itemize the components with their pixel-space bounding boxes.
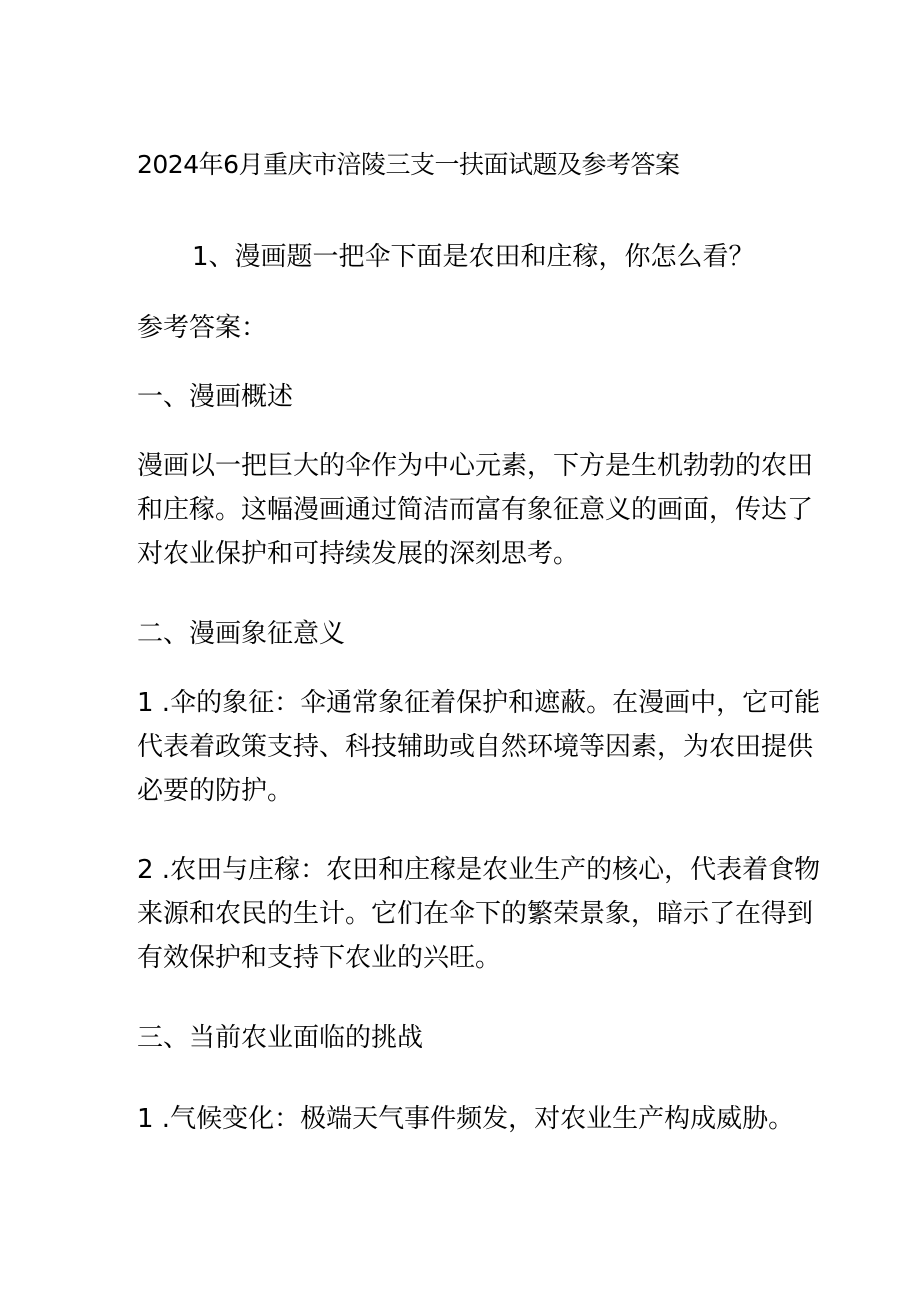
paragraph-farmland-crops — [137, 848, 821, 980]
section-heading-overview: 一、漫画概述 — [137, 382, 294, 412]
challenge-item-climate: 1 .气候变化：极端天气事件频发，对农业生产构成威胁。 — [137, 1104, 795, 1134]
section-heading-symbolism: 二、漫画象征意义 — [137, 619, 346, 649]
paragraph-line: 来源和农民的生计。它们在伞下的繁荣景象，暗示了在得到 — [137, 899, 814, 929]
paragraph-line: 代表着政策支持、科技辅助或自然环境等因素，为农田提供 — [137, 732, 814, 762]
paragraph-line: 和庄稼。这幅漫画通过简洁而富有象征意义的画面，传达了 — [137, 495, 814, 525]
paragraph-overview — [137, 444, 814, 576]
paragraph-line: 对农业保护和可持续发展的深刻思考。 — [137, 539, 580, 569]
paragraph-line: 漫画以一把巨大的伞作为中心元素，下方是生机勃勃的农田 — [137, 451, 814, 481]
paragraph-umbrella-symbol — [137, 681, 821, 813]
paragraph-line: 有效保护和支持下农业的兴旺。 — [137, 943, 502, 973]
question-text: 1、漫画题一把伞下面是农田和庄稼，你怎么看？ — [192, 242, 755, 272]
answer-label: 参考答案： — [137, 313, 268, 343]
paragraph-line: 必要的防护。 — [137, 776, 294, 806]
paragraph-line: 1 .伞的象征：伞通常象征着保护和遮蔽。在漫画中，它可能 — [137, 688, 821, 718]
document-title: 2024年6月重庆市涪陵三支一扶面试题及参考答案 — [137, 150, 680, 179]
paragraph-line: 2 .农田与庄稼：农田和庄稼是农业生产的核心，代表着食物 — [137, 855, 821, 885]
section-heading-challenges: 三、当前农业面临的挑战 — [137, 1023, 424, 1053]
